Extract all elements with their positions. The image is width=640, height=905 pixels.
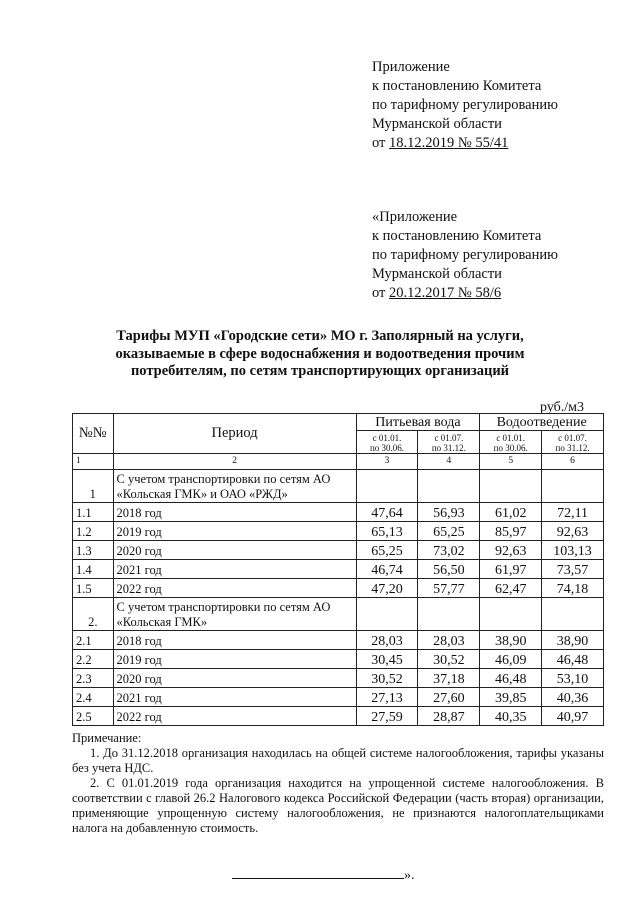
header-line: по тарифному регулированию: [372, 97, 558, 113]
note-item: 2. С 01.01.2019 года организация находится на упрощенной системе налогообложения. В соответствии с главой 26.2 Налогового кодекса Российской Федерации (часть вторая) организации, применяющие упрощенную систему налогообложения, не признаются налогоплательщиками налога на добавленную стоимость.: [72, 776, 604, 835]
table-row: 2.2 2019 год 30,45 30,52 46,09 46,48: [73, 650, 604, 669]
appendix-header-current: [372, 58, 558, 153]
header-line: к постановлению Комитета: [372, 78, 542, 94]
unit-label: руб./м3: [540, 400, 585, 415]
table-row: 2.5 2022 год 27,59 28,87 40,35 40,97: [73, 707, 604, 726]
decree-date: 20.12.2017: [389, 285, 455, 301]
header-line: «Приложение: [372, 209, 458, 225]
subheader-second-half: с 01.07. по 31.12.: [418, 431, 480, 454]
header-line: по тарифному регулированию: [372, 247, 558, 263]
section-row: 2. С учетом транспортировки по сетям АО «Кольская ГМК»: [73, 598, 604, 631]
appendix-header-previous: [372, 208, 558, 303]
subheader-first-half: с 01.01. по 30.06.: [480, 431, 542, 454]
header-line: Мурманской области: [372, 266, 502, 282]
header-line: Приложение: [372, 59, 450, 75]
column-header-number: №№: [73, 414, 114, 454]
column-header-period: Период: [113, 414, 356, 454]
header-date-line: от 18.12.2019 № 55/41: [372, 135, 509, 151]
column-group-drainage: Водоотведение: [480, 414, 604, 431]
header-line: Мурманской области: [372, 116, 502, 132]
column-index-row: 1 2 3 4 5 6: [73, 454, 604, 470]
table-row: 1.4 2021 год 46,74 56,50 61,97 73,57: [73, 560, 604, 579]
decree-number: 58/6: [475, 285, 502, 301]
table-row: 1.5 2022 год 47,20 57,77 62,47 74,18: [73, 579, 604, 598]
table-row: 2.4 2021 год 27,13 27,60 39,85 40,36: [73, 688, 604, 707]
document-title: Тарифы МУП «Городские сети» МО г. Заполярный на услуги, оказываемые в сфере водоснабжения и водоотведения прочим потребителям, по сетям транспортирующих организаций: [115, 328, 525, 379]
header-line: к постановлению Комитета: [372, 228, 542, 244]
note-item: 1. До 31.12.2018 организация находилась на общей системе налогообложения, тарифы указаны без учета НДС.: [72, 746, 604, 775]
table-row: 1.1 2018 год 47,64 56,93 61,02 72,11: [73, 503, 604, 522]
section-label: С учетом транспортировки по сетям АО «Кольская ГМК» и ОАО «РЖД»: [113, 470, 356, 503]
header-date-line: от 20.12.2017 № 58/6: [372, 285, 502, 301]
notes-heading: Примечание:: [72, 731, 142, 745]
subheader-second-half: с 01.07. по 31.12.: [542, 431, 604, 454]
table-row: 2.3 2020 год 30,52 37,18 46,48 53,10: [73, 669, 604, 688]
decree-date: 18.12.2019: [389, 135, 455, 151]
signature-line: [232, 866, 404, 879]
decree-number: 55/41: [475, 135, 509, 151]
table-row: 2.1 2018 год 28,03 28,03 38,90 38,90: [73, 631, 604, 650]
section-label: С учетом транспортировки по сетям АО «Кольская ГМК»: [113, 598, 356, 631]
subheader-first-half: с 01.01. по 30.06.: [356, 431, 418, 454]
closing-mark: ».: [232, 866, 432, 884]
tariff-table: [72, 413, 604, 726]
section-row: 1 С учетом транспортировки по сетям АО «Кольская ГМК» и ОАО «РЖД»: [73, 470, 604, 503]
notes-section: [72, 731, 604, 836]
table-row: 1.2 2019 год 65,13 65,25 85,97 92,63: [73, 522, 604, 541]
table-row: 1.3 2020 год 65,25 73,02 92,63 103,13: [73, 541, 604, 560]
column-group-water: Питьевая вода: [356, 414, 480, 431]
